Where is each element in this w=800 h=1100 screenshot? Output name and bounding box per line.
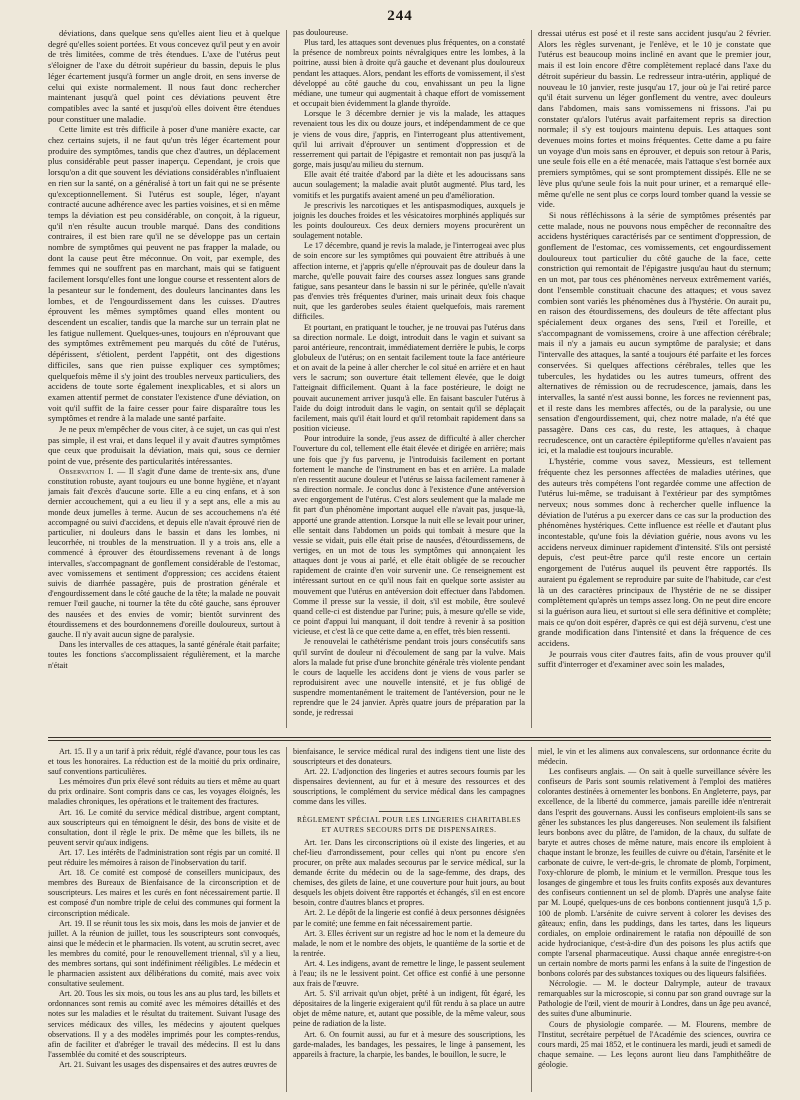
observation-text: — Il s'agit d'une dame de trente-six ans, d'une constitution robuste, ayant toujours eu une bonne hygiène, et n'ayant jamais fait d'excès d'aucune sorte. Elle a eu cinq enfans, et à son dernier accouchement, qui a eu lieu il y a sept ans, elle a mis au monde deux jumelles à terme. Aucun de ses accouchemens n'a été accompagné ou suivi d'accidens, et depuis elle n'avait éprouvé rien de particulier, ni douleurs dans le bassin et dans les lombes, ni leucorrhée, ni troubles de la menstruation. Il y a trois ans, elle a commencé à éprouver des étourdissemens revenant à de longs intervalles, s'accompagnant de gonflement considérable de l'estomac, avec vomissemens et sentiment d'oppression; ces accidens étaient suivis de diarrhée passagère, puis de prostration générale et d'engourdissement dans le côté gauche de la tête; la malade ne pouvait remuer l'œil gauche, ni tourner la tête du côté gauche, sans éprouver des nausées et des envies de vomir; bientôt survinrent des étourdissemens et des bourdonnemens d'oreille douloureux, surtout à gauche. Il n'y avait aucun signe de paralysie. xyxy=(48,466,280,640)
paragraph: Si nous réfléchissons à la série de symptômes présentés par cette malade, nous ne pouvons nous empêcher de reconnaître des accidens hystériques caractérisés par ce sentiment d'oppression, de gonflement de l'estomac, ces vomissements, cet engourdissement douloureux tout particulier du côté gauche de la face, cette constriction qui remontait de l'épigastre jusqu'au haut du sternum; en un mot, par tous ces phénomènes nerveux extrêmement variés, dont l'ensemble constituait chacune des attaques; et vous savez combien sont variés les phénomènes dus à l'hystérie. On aurait pu, en raison des étourdissemens, des douleurs de tête affectant plus spécialement deux organes des sens, l'œil et l'oreille, et s'accompagnant de vomissemens, croire à une affection cérébrale; mais il n'y a jamais eu aucun symptôme de paralysie; et dans l'intervalle des attaques, la santé a toujours été parfaite et les forces conservées. Si quelques affections cérébrales, telles que les tubercules, les hydatides ou les autres tumeurs, offrent des alternatives de rémission ou de recrudescence, jamais, dans les intervalles, la santé n'est aussi bonne, les forces ne reviennent pas, et il reste dans les membres affectés, ou de la paralysie, ou une sensation d'engourdissement, qui, chez notre malade, n'a été que passagère. Dans ces cas, du reste, les attaques, à chaque recrudescence, ont un caractère épileptiforme qu'elles n'avaient pas ici, et la maladie est toujours incurable. xyxy=(538,209,771,456)
article: Art. 16. Le comité du service médical distribue, argent comptant, aux souscripteurs qui en témoignent le désir, des bons de visite et de consultation, dont il règle le prix. De même que les billets, ils ne peuvent servir qu'aux indigens. xyxy=(48,807,280,847)
article: Art. 21. Suivant les usages des dispensaires et des autres œuvres de xyxy=(59,1059,277,1069)
upper-column-3 xyxy=(538,28,771,730)
paragraph: miel, le vin et les alimens aux convalescens, sur ordonnance écrite du médecin. xyxy=(538,747,771,767)
article: Art. 22. L'adjonction des lingeries et autres secours fournis par les dispensaires deviennent, au fur et à mesure des ressources et des souscriptions, le complément du service médical dans les campagnes comme dans les villes. xyxy=(293,767,525,807)
paragraph: Cette limite est très difficile à poser d'une manière exacte, car chez certains sujets, il ne faut qu'un très léger écartement pour produire des symptômes, tandis que chez d'autres, un déplacement plus considérable peut passer inaperçu. Cependant, je crois que lorsqu'on a dit que souvent les déviations considérables n'influaient en rien sur la santé, on a généralisé à tort un fait qui ne se présente qu'exceptionnellement. Si l'utérus est souple, léger, n'ayant contracté aucune adhérence avec les parties voisines, et si en même temps la déviation est peu considérable, on conçoit, à la rigueur, qu'il n'en résulte aucun trouble marqué. Dans des conditions contraires, il est bien rare qu'il ne se développe pas un certain nombre de symptômes qui peuvent ne pas frapper la malade, ou dont la cause peut être méconnue. On voit, par exemple, des femmes qui ne souffrent pas en marchant, mais qui se fatiguent facilement lorsqu'elles font une longue course et ressentent alors de la pesanteur sur le fondement, des douleurs lancinantes dans les lombes, et de l'engourdissement dans les cuisses. D'autres éprouvent les mêmes symptômes quand elles montent ou descendent un escalier, tandis que la marche sur un terrain plat ne les fatigue nullement. Quelques-unes, toujours en n'éprouvant que des symptômes extrêmement peu marqués du côté de l'utérus, dépérissent, s'étiolent, perdent l'appétit, ont des digestions difficiles, sans que rien puisse expliquer ces symptômes; quelquefois même il s'y joint des troubles nerveux particuliers, des accidens de toute sorte également inexplicables, et si alors un examen attentif permet de constater l'existence d'une déviation, on voit qu'il suffit de la faire cesser pour faire disparaître tous les symptômes et rendre à la malade une santé parfaite. xyxy=(48,124,280,424)
paragraph: Et pourtant, en pratiquant le toucher, je ne trouvai pas l'utérus dans sa direction normale. Le doigt, introduit dans le vagin et suivant sa paroi antérieure, rencontrait, immédiatement derrière le pubis, le corps globuleux de l'utérus; on en sentait facilement toute la face antérieure et on avait de la peine à aller chercher le col situé en arrière et en haut vers le sacrum; son ouverture était tellement élevée, que le doigt l'atteignait difficilement. Quant à la face postérieure, le doigt ne pouvait aucunement arriver jusqu'à elle. En faisant basculer l'utérus à l'aide du doigt introduit dans le vagin, on sentait qu'il se déplaçait facilement, mais qu'il était lourd et qu'il retombait rapidement dans sa position vicieuse. xyxy=(293,322,525,434)
news-item-cours: Cours de physiologie comparée. — M. Flourens, membre de l'Institut, secrétaire perpétuel de l'Académie des sciences, ouvrira ce cours mardi, 25 mai 1852, et le continuera les mardi, jeudi et samedi de chaque semaine. — Les leçons auront lieu dans l'amphithéâtre de géologie. xyxy=(538,1019,771,1069)
paragraph: Je renouvelai le cathétérisme pendant trois jours consécutifs sans qu'il survînt de douleur ni d'écoulement de sang par la vulve. Mais alors la malade fut prise d'une bronchite générale très violente pendant le cours de laquelle les accidens dont je viens de vous parler se reproduisirent avec une nouvelle intensité, et je fus obligé de suspendre momentanément le traitement de l'antéversion, pour ne le reprendre que le 24 janvier. Après quatre jours de préparation par la sonde, je redressai xyxy=(293,637,525,718)
paragraph: Je ne peux m'empêcher de vous citer, à ce sujet, un cas qui n'est pas simple, il est vrai, et dans lequel il y avait d'autres symptômes que ceux que produisait la déviation, mais qui, sous ce dernier point de vue, présente des particularités intéressantes. xyxy=(48,424,280,467)
lower-column-2 xyxy=(293,747,525,1092)
article: Art. 6. On fournit aussi, au fur et à mesure des souscriptions, les garde-malades, les bandages, les pessaires, le linge à pansement, les appareils à fracture, la charpie, les bandes, le bouillon, le sucre, le xyxy=(293,1029,525,1059)
news-item-confiseurs: Les confiseurs anglais. — On sait à quelle surveillance sévère les confiseurs de Paris sont soumis relativement à l'emploi des matières colorantes destinées à ornementer les bonbons. En Angleterre, pays, par excellence, de la liberté du commerce, jamais pareille idée n'entrerait dans l'esprit des gouvernans. Aussi les confiseurs emploient-ils sans se gêner les substances les plus dangereuses. Non seulement ils falsifient leurs bonbons avec du plâtre, de l'amidon, de la chaux, du sulfate de baryte et autres choses de même nature, mais encore ils emploient à chaque instant le bronze, les feuilles de cuivre ou d'étain, l'arsénite et le carbonate de cuivre, le vert-de-gris, le chromate de plomb, l'orpiment, l'oxy-chlorure de plomb, le minium et le vermillon. Presque tous les losanges de gingembre et tous les fruits confits exposés aux devantures des confiseurs contiennent un sel de plomb. D'après une analyse faite par M. Loupé, quelques-uns de ces bonbons contiennent jusqu'à 1,5 p. 100 de plomb. L'arsénite de cuivre servent à colorer les devises des gâteaux; enfin, dans les puddings, dans les tartes, dans les liqueurs cordiales, on emploie ordinairement le ratafia non dépouillé de son acide hydrocianique, c'est-à-dire d'un des poisons les plus actifs que compte l'arsenal pharmaceutique. Aussi chaque année enregistre-t-on un certain nombre de morts parmi les enfans à la suite de l'ingestion de bonbons colorés par des substances toxiques ou des liqueurs falsifiées. xyxy=(538,767,771,979)
paragraph: pas douloureuse. xyxy=(293,28,349,37)
paragraph: Je prescrivis les narcotiques et les antispasmodiques, auxquels je joignis les douches froides et les vésicatoires morphinés appliqués sur les points douloureux. Ces deux derniers moyens procurèrent un soulagement notable. xyxy=(293,200,525,241)
article: Art. 17. Les intérêts de l'administration sont régis par un comité. Il peut réduire les mémoires à raison de l'inobservation du tarif. xyxy=(48,847,280,868)
paragraph: Elle avait été traitée d'abord par la diète et les adoucissans sans aucun soulagement; la maladie avait plutôt augmenté. Plus tard, les vomitifs et les purgatifs avaient amené un peu d'amélioration. xyxy=(293,170,525,200)
article: Art. 2. Le dépôt de la lingerie est confié à deux personnes désignées par le comité; une femme en fait nécessairement partie. xyxy=(293,908,525,928)
paragraph: Lorsque le 3 décembre dernier je vis la malade, les attaques revenaient tous les dix ou douze jours, et indépendamment de ce que je viens de vous dire, j'appris, en l'interrogeant plus attentivement, qu'il lui arrivait d'éprouver un sentiment d'oppression et de resserrement qui partait de l'épigastre et remontait non pas jusqu'à la gorge, mais jusqu'au milieu du sternum. xyxy=(293,109,525,170)
paragraph: Le 17 décembre, quand je revis la malade, je l'interrogeai avec plus de soin encore sur les symptômes qui pouvaient être attribués à une affection interne, et j'appris qu'elle n'éprouvait pas de douleur dans la marche, qu'elle pouvait faire des courses assez longues sans grande fatigue, sans pesanteur dans le bassin ni sur le périnée, qu'elle n'avait pas d'envies très fréquentes d'uriner, mais urinait deux fois chaque nuit, que les garderobes seules étaient quelquefois, mais rarement difficiles. xyxy=(293,241,525,322)
article: Art. 15. Il y a un tarif à prix réduit, réglé d'avance, pour tous les cas et tous les honoraires. La réduction est de la moitié du prix ordinaire, sauf conventions particulières. xyxy=(48,747,280,777)
article: Art. 1er. Dans les circonscriptions où il existe des lingeries, et au chef-lieu d'arrondissement, pour celles qui n'ont pu encore s'en procurer, on prête aux malades secourus par le service médical, sur la demande écrite du médecin ou de la sage-femme, des draps, des chemises, des gilets de laine, et une couverture pour huit jours, au bout desquels les objets doivent être rapportés et échangés, s'il en est encore besoin, contre d'autres blancs et propres. xyxy=(293,837,525,908)
section-divider xyxy=(48,740,771,741)
article: Art. 5. S'il arrivait qu'un objet, prêté à un indigent, fût égaré, les dépositaires de la lingerie exigeraient qu'il fût rendu à sa place un autre objet de même nature, et, autant que possible, de la même valeur, sous peine de radiation de la liste. xyxy=(293,989,525,1029)
paragraph: Plus tard, les attaques sont devenues plus fréquentes, on a constaté la présence de nombreux points névralgiques entre les lombes, à la poitrine, aussi bien à droite qu'à gauche et devenant plus douloureux pendant les attaques. Alors, pendant les efforts de vomissement, il s'est développé au côté gauche du cou, envahissant un peu la ligne médiane, une tumeur qui augmentait à chaque effort de vomissement et occupait bien évidemment la glande thyroïde. xyxy=(293,38,525,109)
page-number: 244 xyxy=(387,8,413,24)
regulation-heading: RÈGLEMENT SPÉCIAL POUR LES LINGERIES CHARITABLES ET AUTRES SECOURS DITS DE DISPENSAIRES. xyxy=(296,814,522,834)
paragraph: Je pourrais vous citer d'autres faits, afin de vous prouver qu'il suffit d'interroger et d'examiner avec soin les malades, xyxy=(538,648,771,670)
section-divider xyxy=(48,737,771,738)
article: Art. 18. Ce comité est composé de conseillers municipaux, des membres des Bureaux de Bienfaisance de la circonscription et de souscripteurs. Les maires et les curés en font nécessairement partie. Il est composé d'un nombre triple de celui des communes qui forment la circonscription médicale. xyxy=(48,868,280,918)
article: Art. 4. Les indigens, avant de remettre le linge, le passent seulement à l'eau; ils ne le lessivent point. Cet office est confié à une personne aux frais de l'œuvre. xyxy=(293,958,525,989)
paragraph: Pour introduire la sonde, j'eus assez de difficulté à aller chercher l'ouverture du col, tellement elle était élevée et dirigée en arrière; mais une fois que j'y fus parvenu, je l'introduisis facilement en portant fortement le manche de l'instrument en bas et en arrière. La malade n'en ressentit aucune douleur et l'utérus se laissa facilement ramener à sa direction normale. Je conclus donc à l'existence d'une antéversion avec engorgement de l'utérus. C'est alors seulement que la malade me fit part d'un phénomène important auquel elle n'avait pas, jusque-là, apporté une grande attention. Lorsque la nuit elle se levait pour uriner, elle sentait dans l'abdomen un poids qui tombait à mesure que la vessie se vidait, puis elle était prise de nausées, d'étourdissemens, de vertiges, en un mot de tous les symptômes qui annonçaient les attaques dont je vous ai parlé, et elle était obligée de se recoucher rapidement de crainte d'en voir survenir une. Ce renseignement est intéressant surtout en ce qu'il nous fait en quelque sorte assister au mouvement que l'utérus en antéversion doit effectuer dans l'abdomen. Comme il presse sur la vessie, il doit, s'il est mobile, être soulevé quand celle-ci est distendue par l'urine; puis, à mesure qu'elle se vide, ce point d'appui lui manquant, il doit tendre à revenir à sa position vicieuse, et c'est là ce que cette dame a, en effet, très bien ressenti. xyxy=(293,434,525,637)
article: Art. 3. Elles écrivent sur un registre ad hoc le nom et la demeure du malade, le nom et le nombre des objets, le quantième de la sortie et de la rentrée. xyxy=(293,928,525,958)
observation-paragraph xyxy=(48,467,280,640)
column-divider xyxy=(531,747,532,1092)
column-divider xyxy=(531,30,532,728)
paragraph: L'hystérie, comme vous savez, Messieurs, est tellement fréquente chez les personnes affectées de maladies utérines, que des auteurs très compétens l'ont regardée comme une affection de l'utérus lui-même, se traduisant à l'extérieur par des symptômes nerveux; nous sommes donc à rechercher quelle influence la déviation de l'utérus a pu exercer dans ce cas sur la production des phénomènes hystériques. Cette influence est réelle et d'autant plus incontestable, qu'une fois la déviation guérie, nous avons vu les accidens nerveux diminuer rapidement d'intensité. S'ils ont persisté depuis, c'est peut-être parce qu'il reste encore un certain engorgement de l'utérus auquel ils peuvent être rapportés. Ils auraient pu également se reproduire par suite de l'habitude, car c'est là un des caractères principaux de l'hystérie de ne se dissiper complètement qu'après un temps assez long. On ne peut dire encore si la guérison aura lieu, et surtout si elle sera définitive et complète; mais ce qu'on doit espérer, d'après ce qui est déjà survenu, c'est une grande modification dans l'intensité et dans la fréquence de ces accidens. xyxy=(538,456,771,649)
observation-paragraph-2: Dans les intervalles de ces attaques, la santé générale était parfaite; toutes les fonctions s'accomplissaient régulièrement, et la marche n'était xyxy=(48,640,280,670)
upper-column-1 xyxy=(48,28,280,730)
lower-column-1 xyxy=(48,747,280,1092)
article: Les mémoires d'un prix élevé sont réduits au tiers et même au quart du prix ordinaire. Sont compris dans ce cas, les voyages éloignés, les maladies chroniques, les opérations et le traitement des fractures. xyxy=(48,777,280,807)
article: bienfaisance, le service médical rural des indigens tient une liste des souscripteurs et des donateurs. xyxy=(293,747,525,767)
upper-column-2 xyxy=(293,28,525,730)
article: Art. 20. Tous les six mois, ou tous les ans au plus tard, les billets et ordonnances sont remis au comité avec les mémoires détaillés et des notes sur les maladies et le résultat du traitement. Suivant l'usage des services médicaux des villes, les médecins y ajoutent quelques observations. Il y a des modèles imprimés pour les comptes-rendus, afin de faciliter et d'abréger le travail des médecins. Il est lu dans l'assemblée du comité et des souscripteurs. xyxy=(48,989,280,1059)
heading-rule xyxy=(379,811,439,812)
news-item-necrologie: Nécrologie. — M. le docteur Dalrymple, auteur de travaux remarquables sur la microscopie, si connu par son grand ouvrage sur la Pathologie de l'œil, vient de mourir à Londres, dans un âge peu avancé, des suites d'une albuminurie. xyxy=(538,979,771,1019)
article: Art. 19. Il se réunit tous les six mois, dans les mois de janvier et de juillet. A la réunion de juillet, tous les souscripteurs sont convoqués, ainsi que le médecin et le pharmacien. Ils votent, au scrutin secret, avec les membres du comité, pour le renouvellement triennal, s'il y a lieu, des membres sortans, qui sont indéfiniment rééligibles. Le médecin et le pharmacien assistent aux délibérations du comité, mais avec voix consultative seulement. xyxy=(48,918,280,989)
paragraph: déviations, dans quelque sens qu'elles aient lieu et à quelque degré qu'elles soient portées. Et vous concevez qu'il peut y en avoir de très limitées, comme de très étendues. L'axe de l'utérus peut s'éloigner de l'axe du détroit supérieur du bassin, depuis le plus léger écartement jusqu'à former un angle droit, en sens inverse de celui qui existe normalement. Il nous faut donc rechercher maintenant jusqu'à quel point ces déviations peuvent être compatibles avec la santé et jusqu'où elles doivent être étendues pour constituer une maladie. xyxy=(48,28,280,124)
column-divider xyxy=(286,30,287,728)
lower-column-3 xyxy=(538,747,771,1092)
paragraph: dressai utérus est posé et il reste sans accident jusqu'au 2 février. Alors les règles survenant, je l'enlève, et le 10 je constate que l'utérus est beaucoup moins incliné en avant que le premier jour, mais il est loin encore d'être complètement replacé dans l'axe du détroit supérieur du bassin. Le redresseur intra-utérin, appliqué de nouveau le 10 janvier, reste jusqu'au 17, jour où je l'ai retiré parce qu'il était survenu un léger gonflement du ventre, avec douleurs dans l'abdomen, mais sans vomissemens ni frissons. J'ai pu constater qu'alors l'utérus avait parfaitement repris sa direction normale; il s'y est toujours maintenu depuis. Les attaques sont devenues moins fortes et moins fréquentes. Cette dame a pu faire un voyage d'un mois sans en éprouver, et depuis son retour à Paris, une seule fois elle en a été menacée, mais l'attaque s'est bornée aux premiers symptômes, qui se sont promptement dissipés. Elle ne se lève plus qu'une seule fois la nuit pour uriner, et a remarqué elle-même qu'elle ne sent plus ce corps lourd tomber quand la vessie se vide. xyxy=(538,28,771,210)
column-divider xyxy=(286,747,287,1092)
observation-label: Observation I. xyxy=(59,466,114,476)
